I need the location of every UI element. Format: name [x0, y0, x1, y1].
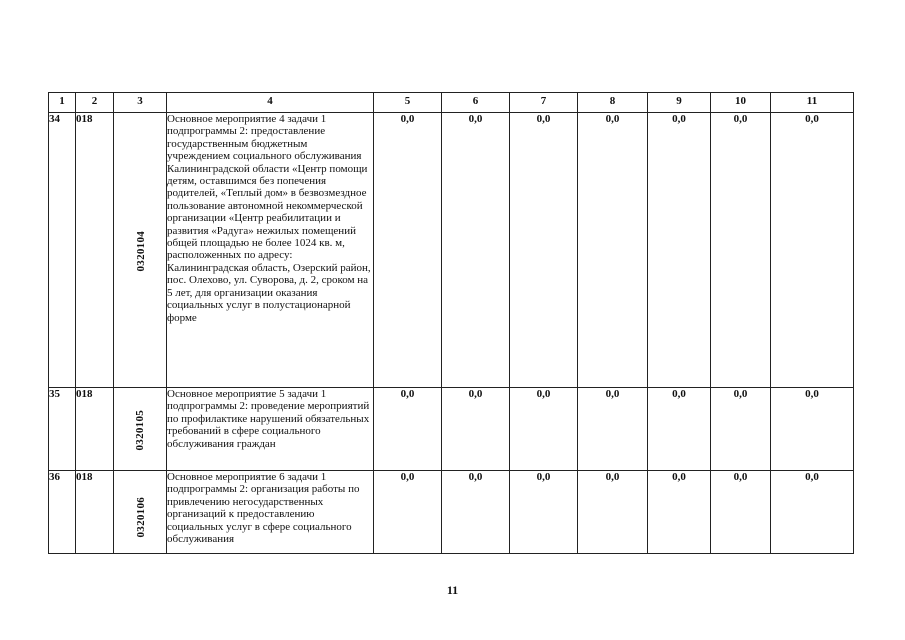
- value-col-8: 0,0: [578, 471, 648, 554]
- description: Основное мероприятие 4 задачи 1 подпрограммы 2: предоставление государственным бюджетным учреждением социального обслуживания Калининградской области «Центр помощи детям, оставшимся без попечения родителей, «Теплый дом» в безвозмездное пользование автономной некоммерческой организации «Центр реабилитации и развития «Радуга» нежилых помещений общей площадью не более 1024 кв. м, расположенных по адресу: Калининградская область, Озерский район, пос. Олехово, ул. Суворова, д. 2, сроком на 5 лет, для организации оказания социальных услуг в полустационарной форме: [167, 113, 374, 388]
- code-cell: [114, 113, 167, 388]
- row-number: 34: [49, 113, 76, 388]
- admin-code: 018: [76, 471, 114, 554]
- header-col-3: 3: [114, 93, 167, 113]
- value-col-5: 0,0: [374, 388, 442, 471]
- admin-code: 018: [76, 113, 114, 388]
- value-col-6: 0,0: [442, 471, 510, 554]
- header-col-5: 5: [374, 93, 442, 113]
- value-col-11: 0,0: [771, 113, 854, 388]
- table-row: [49, 388, 854, 471]
- code-cell: [114, 388, 167, 471]
- value-col-7: 0,0: [510, 388, 578, 471]
- value-col-10: 0,0: [711, 113, 771, 388]
- header-col-6: 6: [442, 93, 510, 113]
- value-col-8: 0,0: [578, 388, 648, 471]
- value-col-7: 0,0: [510, 113, 578, 388]
- value-col-10: 0,0: [711, 388, 771, 471]
- row-number: 35: [49, 388, 76, 471]
- header-col-10: 10: [711, 93, 771, 113]
- header-col-2: 2: [76, 93, 114, 113]
- description: Основное мероприятие 5 задачи 1 подпрограммы 2: проведение мероприятий по профилактике нарушений обязательных требований в сфере социального обслуживания граждан: [167, 388, 374, 471]
- description: Основное мероприятие 6 задачи 1 подпрограммы 2: организация работы по привлечению негосударственных организаций к предоставлению социальных услуг в сфере социального обслуживания: [167, 471, 374, 554]
- header-col-8: 8: [578, 93, 648, 113]
- value-col-11: 0,0: [771, 471, 854, 554]
- value-col-9: 0,0: [648, 113, 711, 388]
- program-code: 0320105: [133, 409, 146, 451]
- value-col-9: 0,0: [648, 471, 711, 554]
- row-number: 36: [49, 471, 76, 554]
- page-number: 11: [446, 583, 459, 597]
- header-col-7: 7: [510, 93, 578, 113]
- value-col-11: 0,0: [771, 388, 854, 471]
- program-code: 0320104: [134, 230, 147, 272]
- header-col-1: 1: [49, 93, 76, 113]
- header-col-9: 9: [648, 93, 711, 113]
- header-col-11: 11: [771, 93, 854, 113]
- header-col-4: 4: [167, 93, 374, 113]
- table-row: [49, 113, 854, 388]
- value-col-7: 0,0: [510, 471, 578, 554]
- admin-code: 018: [76, 388, 114, 471]
- value-col-9: 0,0: [648, 388, 711, 471]
- value-col-6: 0,0: [442, 388, 510, 471]
- header-row: [49, 93, 854, 113]
- value-col-5: 0,0: [374, 113, 442, 388]
- table-row: [49, 471, 854, 554]
- value-col-6: 0,0: [442, 113, 510, 388]
- value-col-5: 0,0: [374, 471, 442, 554]
- value-col-10: 0,0: [711, 471, 771, 554]
- code-cell: [114, 471, 167, 554]
- value-col-8: 0,0: [578, 113, 648, 388]
- program-code: 0320106: [134, 496, 147, 538]
- budget-table: [48, 92, 854, 554]
